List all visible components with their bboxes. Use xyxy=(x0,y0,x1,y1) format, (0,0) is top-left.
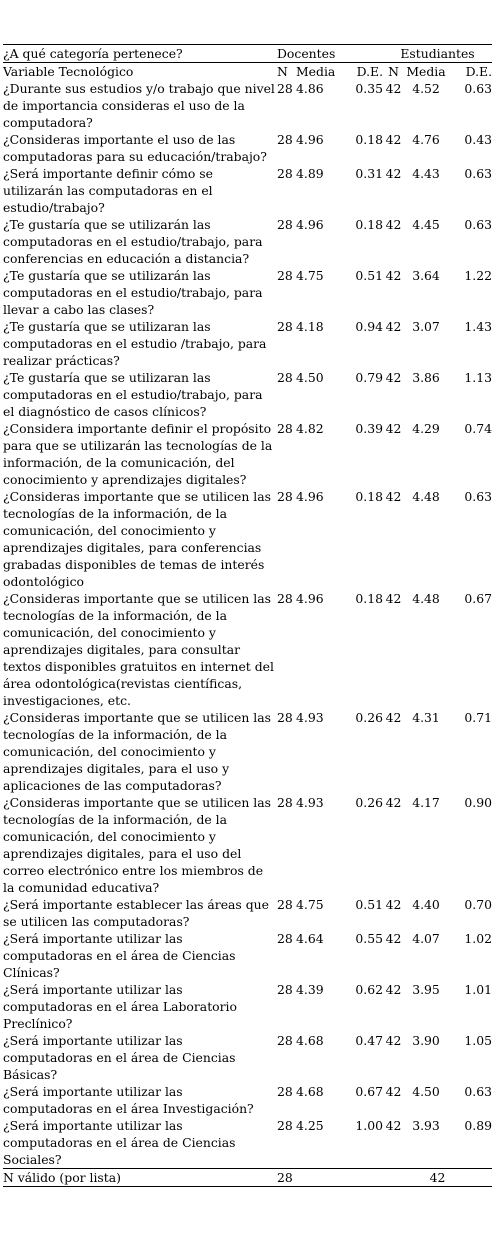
table-row xyxy=(3,216,492,267)
docentes-n-header: N xyxy=(277,64,288,79)
estudiantes-n-cell: 42 xyxy=(385,319,402,334)
docentes-n-cell: 28 xyxy=(277,591,293,606)
estudiantes-de-cell: 0.89 xyxy=(464,1118,493,1133)
estudiantes-media-cell: 3.93 xyxy=(412,1118,440,1133)
docentes-n-cell: 28 xyxy=(277,897,293,912)
docentes-de-cell: 0.18 xyxy=(355,132,384,147)
docentes-media-cell: 4.96 xyxy=(296,217,324,232)
question-cell: ¿Consideras importante que se utilicen las tecnologías de la información, de la comunicación, del conocimiento y aprendizajes digitales, para el uso y aplicaciones de las computadoras? xyxy=(3,710,271,793)
estudiantes-n-cell: 42 xyxy=(385,795,402,810)
table-row xyxy=(3,709,492,794)
estudiantes-media-cell: 4.43 xyxy=(412,166,440,181)
table-row xyxy=(3,131,492,165)
table-row xyxy=(3,80,492,131)
docentes-n-cell: 28 xyxy=(277,319,293,334)
docentes-de-cell: 0.39 xyxy=(355,421,384,436)
table-row xyxy=(3,318,492,369)
question-cell: ¿Consideras importante que se utilicen las tecnologías de la información, de la comunicación, del conocimiento y aprendizajes digitales, para conferencias grabadas disponibles de temas de interés odontológico xyxy=(3,489,271,589)
docentes-n-cell: 28 xyxy=(277,81,293,96)
estudiantes-media-cell: 3.07 xyxy=(412,319,440,334)
docentes-media-cell: 4.75 xyxy=(296,268,324,283)
docentes-media-cell: 4.50 xyxy=(296,370,324,385)
table-row xyxy=(3,267,492,318)
question-cell: ¿Será importante utilizar las computadoras en el área de Ciencias Clínicas? xyxy=(3,931,236,980)
estudiantes-media-cell: 4.48 xyxy=(412,591,440,606)
estudiantes-de-cell: 1.01 xyxy=(464,982,493,997)
question-cell: ¿Consideras importante que se utilicen las tecnologías de la información, de la comunicación, del conocimiento y aprendizajes digitales, para consultar textos disponibles gratuitos en internet del área odontológica(revistas científicas, investigaciones, etc. xyxy=(3,591,274,708)
estudiantes-de-cell: 0.63 xyxy=(464,81,493,96)
question-cell: ¿Consideras importante que se utilicen las tecnologías de la información, de la comunicación, del conocimiento y aprendizajes digitales, para el uso del correo electrónico entre los miembros de la comunidad educativa? xyxy=(3,795,271,895)
question-cell: ¿Será importante utilizar las computadoras en el área de Ciencias Básicas? xyxy=(3,1033,236,1082)
category-header: ¿A qué categoría pertenece? xyxy=(3,45,277,63)
estudiantes-de-cell: 1.43 xyxy=(464,319,493,334)
estudiantes-n-cell: 42 xyxy=(385,1118,402,1133)
docentes-media-cell: 4.93 xyxy=(296,710,324,725)
question-cell: ¿Te gustaría que se utilizarán las computadoras en el estudio/trabajo, para conferencias en educación a distancia? xyxy=(3,217,263,266)
docentes-de-cell: 1.00 xyxy=(355,1118,384,1133)
estudiantes-de-cell: 0.74 xyxy=(464,421,493,436)
docentes-n-cell: 28 xyxy=(277,1084,293,1099)
estudiantes-n-cell: 42 xyxy=(385,421,402,436)
estudiantes-media-cell: 4.76 xyxy=(412,132,440,147)
question-cell: ¿Será importante utilizar las computadoras en el área Laboratorio Preclínico? xyxy=(3,982,237,1031)
header-row-groups xyxy=(3,45,492,63)
estudiantes-n-cell: 42 xyxy=(385,166,402,181)
docentes-de-cell: 0.67 xyxy=(355,1084,384,1099)
estudiantes-media-cell: 4.52 xyxy=(412,81,440,96)
estudiantes-n-cell: 42 xyxy=(385,268,402,283)
estudiantes-de-header: D.E. xyxy=(465,64,493,79)
estudiantes-n-header: N xyxy=(388,64,399,79)
estudiantes-de-cell: 0.63 xyxy=(464,166,493,181)
estudiantes-n-cell: 42 xyxy=(385,132,402,147)
estudiantes-de-cell: 0.70 xyxy=(464,897,493,912)
docentes-de-cell: 0.18 xyxy=(355,217,384,232)
estudiantes-media-cell: 4.48 xyxy=(412,489,440,504)
estudiantes-de-cell: 0.90 xyxy=(464,795,493,810)
question-cell: ¿Te gustaría que se utilizarán las computadoras en el estudio/trabajo, para llevar a cabo las clases? xyxy=(3,268,263,317)
question-cell: ¿Será importante utilizar las computadoras en el área Investigación? xyxy=(3,1084,254,1116)
docentes-media-header: Media xyxy=(296,64,336,79)
docentes-de-cell: 0.26 xyxy=(355,710,384,725)
docentes-de-header: D.E. xyxy=(356,64,384,79)
footer-row xyxy=(3,1169,492,1187)
table-row xyxy=(3,1083,492,1117)
docentes-media-cell: 4.18 xyxy=(296,319,324,334)
docentes-media-cell: 4.96 xyxy=(296,591,324,606)
estudiantes-media-cell: 3.90 xyxy=(412,1033,440,1048)
table-row xyxy=(3,930,492,981)
docentes-media-cell: 4.86 xyxy=(296,81,324,96)
docentes-de-cell: 0.55 xyxy=(355,931,384,946)
docentes-de-cell: 0.35 xyxy=(355,81,384,96)
estudiantes-media-cell: 4.17 xyxy=(412,795,440,810)
table-row xyxy=(3,794,492,896)
estudiantes-n-cell: 42 xyxy=(385,931,402,946)
table-row xyxy=(3,590,492,709)
estudiantes-n-cell: 42 xyxy=(385,591,402,606)
estudiantes-de-cell: 1.02 xyxy=(464,931,493,946)
docentes-de-cell: 0.51 xyxy=(355,897,384,912)
question-cell: ¿Te gustaría que se utilizaran las computadoras en el estudio /trabajo, para realizar prácticas? xyxy=(3,319,267,368)
estudiantes-de-cell: 0.67 xyxy=(464,591,493,606)
variable-header: Variable Tecnológico xyxy=(3,64,134,79)
docentes-de-cell: 0.18 xyxy=(355,489,384,504)
estudiantes-media-cell: 3.86 xyxy=(412,370,440,385)
docentes-de-cell: 0.51 xyxy=(355,268,384,283)
question-cell: ¿Consideras importante el uso de las computadoras para su educación/trabajo? xyxy=(3,132,267,164)
docentes-n-cell: 28 xyxy=(277,166,293,181)
question-cell: ¿Durante sus estudios y/o trabajo que nivel de importancia consideras el uso de la computadora? xyxy=(3,81,275,130)
table-row xyxy=(3,165,492,216)
docentes-media-cell: 4.82 xyxy=(296,421,324,436)
docentes-media-cell: 4.68 xyxy=(296,1084,324,1099)
docentes-n-cell: 28 xyxy=(277,489,293,504)
question-cell: ¿Será importante definir cómo se utilizarán las computadoras en el estudio/trabajo? xyxy=(3,166,213,215)
docentes-media-cell: 4.39 xyxy=(296,982,324,997)
question-cell: ¿Será importante utilizar las computadoras en el área de Ciencias Sociales? xyxy=(3,1118,236,1167)
question-cell: ¿Te gustaría que se utilizaran las computadoras en el estudio/trabajo, para el diagnóstico de casos clínicos? xyxy=(3,370,263,419)
docentes-n-cell: 28 xyxy=(277,421,293,436)
docentes-n-cell: 28 xyxy=(277,982,293,997)
docentes-valid-n: 28 xyxy=(277,1169,383,1187)
docentes-n-cell: 28 xyxy=(277,710,293,725)
header-row-columns xyxy=(3,63,492,81)
estudiantes-n-cell: 42 xyxy=(385,370,402,385)
valid-n-label: N válido (por lista) xyxy=(3,1169,277,1187)
table-body xyxy=(3,80,492,1169)
estudiantes-de-cell: 0.63 xyxy=(464,1084,493,1099)
docentes-n-cell: 28 xyxy=(277,370,293,385)
estudiantes-media-cell: 4.50 xyxy=(412,1084,440,1099)
docentes-de-cell: 0.94 xyxy=(355,319,384,334)
docentes-de-cell: 0.26 xyxy=(355,795,384,810)
estudiantes-de-cell: 0.71 xyxy=(464,710,493,725)
docentes-media-cell: 4.68 xyxy=(296,1033,324,1048)
docentes-media-cell: 4.64 xyxy=(296,931,324,946)
docentes-de-cell: 0.47 xyxy=(355,1033,384,1048)
table-row xyxy=(3,1117,492,1169)
estudiantes-de-cell: 1.05 xyxy=(464,1033,493,1048)
docentes-media-cell: 4.25 xyxy=(296,1118,324,1133)
docentes-group-header: Docentes xyxy=(277,45,383,63)
estudiantes-n-cell: 42 xyxy=(385,897,402,912)
estudiantes-media-cell: 4.40 xyxy=(412,897,440,912)
estudiantes-de-cell: 0.43 xyxy=(464,132,493,147)
table-row xyxy=(3,896,492,930)
question-cell: ¿Considera importante definir el propósito para que se utilizarán las tecnologías de la información, de la comunicación, del conocimiento y aprendizajes digitales? xyxy=(3,421,273,487)
estudiantes-media-cell: 4.07 xyxy=(412,931,440,946)
docentes-de-cell: 0.79 xyxy=(355,370,384,385)
estudiantes-n-cell: 42 xyxy=(385,217,402,232)
docentes-media-cell: 4.89 xyxy=(296,166,324,181)
results-table xyxy=(3,44,492,1187)
estudiantes-de-cell: 1.22 xyxy=(464,268,493,283)
docentes-n-cell: 28 xyxy=(277,1118,293,1133)
docentes-media-cell: 4.93 xyxy=(296,795,324,810)
docentes-n-cell: 28 xyxy=(277,795,293,810)
estudiantes-media-cell: 4.45 xyxy=(412,217,440,232)
table-row xyxy=(3,488,492,590)
estudiantes-n-cell: 42 xyxy=(385,710,402,725)
estudiantes-media-cell: 4.29 xyxy=(412,421,440,436)
estudiantes-media-cell: 3.95 xyxy=(412,982,440,997)
docentes-de-cell: 0.31 xyxy=(355,166,384,181)
docentes-n-cell: 28 xyxy=(277,132,293,147)
table-row xyxy=(3,1032,492,1083)
estudiantes-de-cell: 1.13 xyxy=(464,370,493,385)
table-row xyxy=(3,981,492,1032)
estudiantes-media-cell: 4.31 xyxy=(412,710,440,725)
question-cell: ¿Será importante establecer las áreas que se utilicen las computadoras? xyxy=(3,897,269,929)
docentes-n-cell: 28 xyxy=(277,217,293,232)
table-row xyxy=(3,369,492,420)
estudiantes-n-cell: 42 xyxy=(385,1084,402,1099)
estudiantes-group-header: Estudiantes xyxy=(383,45,492,63)
docentes-media-cell: 4.96 xyxy=(296,132,324,147)
docentes-n-cell: 28 xyxy=(277,931,293,946)
estudiantes-valid-n: 42 xyxy=(383,1169,492,1187)
docentes-n-cell: 28 xyxy=(277,268,293,283)
estudiantes-media-header: Media xyxy=(406,64,446,79)
estudiantes-n-cell: 42 xyxy=(385,982,402,997)
table-row xyxy=(3,420,492,488)
estudiantes-de-cell: 0.63 xyxy=(464,217,493,232)
estudiantes-n-cell: 42 xyxy=(385,81,402,96)
docentes-de-cell: 0.62 xyxy=(355,982,384,997)
estudiantes-de-cell: 0.63 xyxy=(464,489,493,504)
estudiantes-media-cell: 3.64 xyxy=(412,268,440,283)
estudiantes-n-cell: 42 xyxy=(385,489,402,504)
docentes-n-cell: 28 xyxy=(277,1033,293,1048)
docentes-media-cell: 4.96 xyxy=(296,489,324,504)
estudiantes-n-cell: 42 xyxy=(385,1033,402,1048)
docentes-media-cell: 4.75 xyxy=(296,897,324,912)
docentes-de-cell: 0.18 xyxy=(355,591,384,606)
